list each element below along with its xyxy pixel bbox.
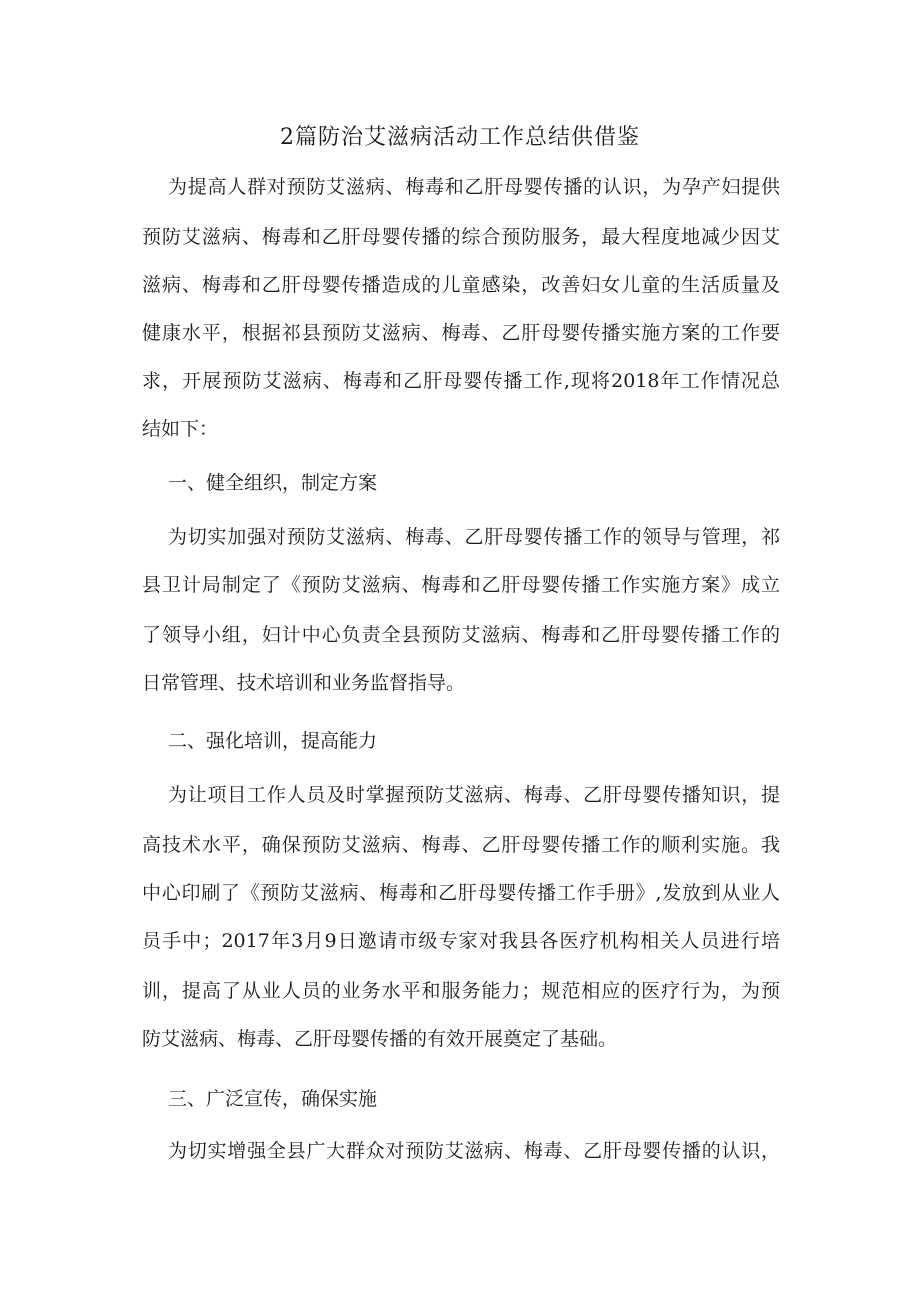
paragraph-line: 健康水平，根据祁县预防艾滋病、梅毒、乙肝母婴传播实施方案的工作要 xyxy=(142,322,780,344)
paragraph-line: 为切实加强对预防艾滋病、梅毒、乙肝母婴传播工作的领导与管理，祁 xyxy=(168,526,780,548)
paragraph-line: 训，提高了从业人员的业务水平和服务能力；规范相应的医疗行为，为预 xyxy=(142,980,780,1002)
paragraph-line: 员手中；2017年3月9日邀请市级专家对我县各医疗机构相关人员进行培 xyxy=(142,930,780,952)
paragraph-line: 日常管理、技术培训和业务监督指导。 xyxy=(142,672,466,694)
paragraph-line: 县卫计局制定了《预防艾滋病、梅毒和乙肝母婴传播工作实施方案》成立 xyxy=(142,574,780,596)
paragraph-line: 为切实增强全县广大群众对预防艾滋病、梅毒、乙肝母婴传播的认识， xyxy=(168,1140,780,1162)
paragraph-line: 预防艾滋病、梅毒和乙肝母婴传播的综合预防服务，最大程度地减少因艾 xyxy=(142,226,780,248)
paragraph-line: 为提高人群对预防艾滋病、梅毒和乙肝母婴传播的认识，为孕产妇提供 xyxy=(168,176,780,198)
section-heading: 二、强化培训，提高能力 xyxy=(168,730,378,752)
paragraph-line: 高技术水平，确保预防艾滋病、梅毒、乙肝母婴传播工作的顺利实施。我 xyxy=(142,834,780,856)
document-title: 2篇防治艾滋病活动工作总结供借鉴 xyxy=(280,125,640,150)
paragraph-line: 为让项目工作人员及时掌握预防艾滋病、梅毒、乙肝母婴传播知识，提 xyxy=(168,784,780,806)
paragraph-line: 防艾滋病、梅毒、乙肝母婴传播的有效开展奠定了基础。 xyxy=(142,1028,618,1050)
paragraph-line: 结如下： xyxy=(142,418,219,440)
section-heading: 一、健全组织，制定方案 xyxy=(168,472,378,494)
paragraph-line: 求，开展预防艾滋病、梅毒和乙肝母婴传播工作,现将2018年工作情况总 xyxy=(142,370,780,392)
paragraph-line: 了领导小组，妇计中心负责全县预防艾滋病、梅毒和乙肝母婴传播工作的 xyxy=(142,624,780,646)
paragraph-line: 中心印刷了《预防艾滋病、梅毒和乙肝母婴传播工作手册》,发放到从业人 xyxy=(142,882,780,904)
section-heading: 三、广泛宣传，确保实施 xyxy=(168,1088,378,1110)
paragraph-line: 滋病、梅毒和乙肝母婴传播造成的儿童感染，改善妇女儿童的生活质量及 xyxy=(142,274,780,296)
